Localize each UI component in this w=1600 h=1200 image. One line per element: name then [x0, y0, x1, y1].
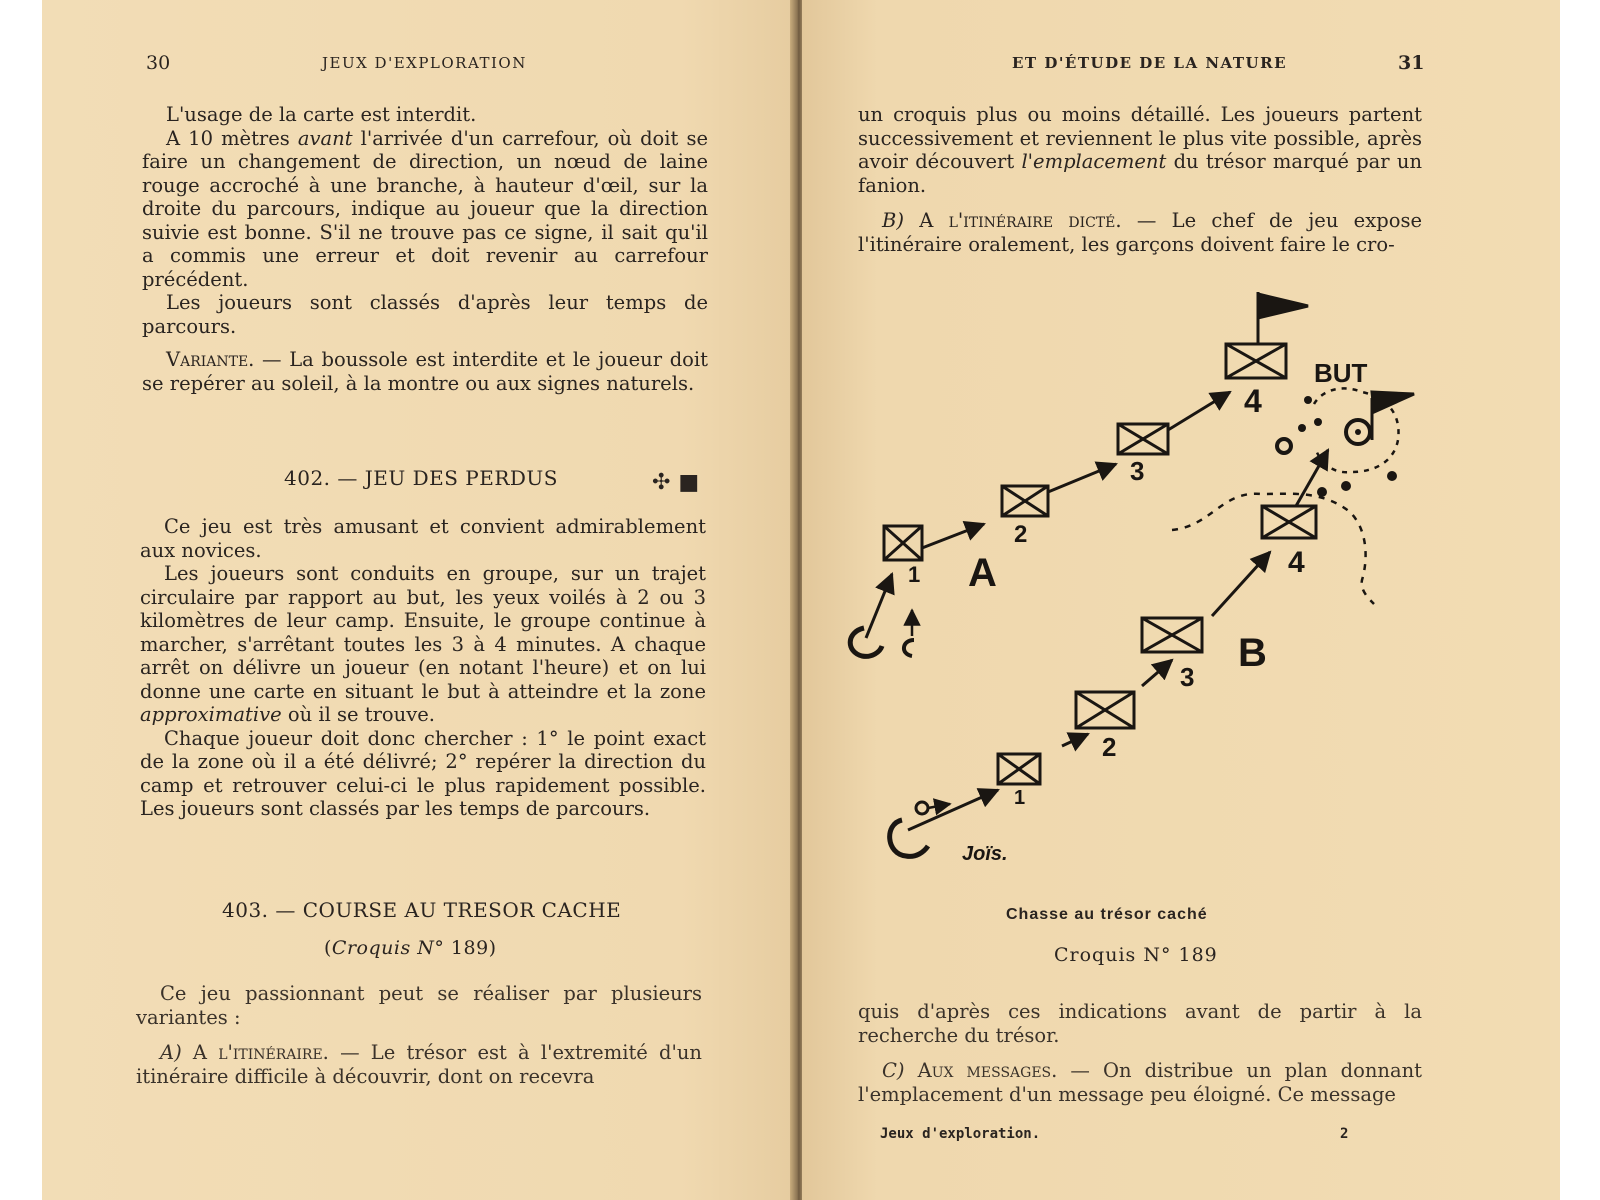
paragraph-variante: Variante. — La boussole est interdite et le joueur doit se repérer au soleil, à la montre ou aux signes naturels.	[142, 348, 708, 395]
label-but: BUT	[1314, 358, 1368, 388]
croquis-reference: (Croquis N° 189)	[324, 937, 497, 959]
route-a-number-3: 3	[1130, 456, 1145, 486]
paragraph-variant-b: B) A l'itinéraire dicté. — Le chef de jeu expose l'itinéraire oralement, les garçons doivent faire le cro-	[858, 209, 1422, 256]
left-text-block-3	[136, 982, 702, 1088]
route-b-checkpoint-4	[1262, 506, 1316, 538]
route-a-checkpoint-2	[1002, 486, 1048, 516]
route-b-checkpoint-2	[1076, 692, 1134, 728]
footer-signature: 2	[1340, 1126, 1349, 1142]
footer-title: Jeux d'exploration.	[880, 1126, 1041, 1142]
paragraph: L'usage de la carte est interdit.	[166, 103, 477, 126]
right-page-number: 31	[1398, 52, 1425, 74]
left-text-block-2	[140, 515, 706, 821]
paragraph: Chaque joueur doit donc chercher : 1° le point exact de la zone où il a été délivré; 2° repérer la direction du camp et retrouver celui-ci le plus rapidement possible. Les joueurs sont classés par les temps de parcours.	[140, 726, 706, 820]
route-b-checkpoint-3	[1142, 618, 1202, 652]
route-a-number-1: 1	[908, 562, 921, 587]
route-b-number-3: 3	[1180, 662, 1195, 692]
paragraph: quis d'après ces indications avant de partir à la recherche du trésor.	[858, 1000, 1422, 1047]
paragraph: un croquis plus ou moins détaillé. Les joueurs partent successivement et reviennent le plus vite possible, après avoir découvert l'emplacement du trésor marqué par un fanion.	[858, 103, 1423, 197]
paragraph-variant-a: A) A l'itinéraire. — Le trésor est à l'extremité d'un itinéraire difficile à découvrir, dont on recevra	[136, 1041, 702, 1088]
paragraph: Les joueurs sont classés d'après leur temps de parcours.	[142, 291, 708, 338]
artist-signature: Joïs.	[962, 843, 1008, 865]
route-b-number-2: 2	[1102, 732, 1117, 762]
right-text-block-1	[858, 103, 1422, 256]
section-403-title: 403. — COURSE AU TRESOR CACHE	[222, 898, 622, 922]
route-a-checkpoint-3	[1118, 424, 1168, 454]
right-text-block-2	[858, 1000, 1422, 1106]
paragraph: Les joueurs sont conduits en groupe, sur un trajet circulaire par rapport au but, les yeux voilés à 2 ou 3 kilomètres de leur camp. Ensuite, le groupe continue à marcher, s'arrêtant toutes les 3 à 4 minutes. A chaque arrêt on délivre un joueur (en notant l'heure) et on lui donne une carte en situant le but à atteindre et la zone approximative où il se trouve.	[140, 562, 706, 726]
label-route-a: A	[968, 551, 997, 595]
paragraph: Ce jeu est très amusant et convient admirablement aux novices.	[140, 515, 706, 562]
left-page-number: 30	[146, 52, 171, 74]
route-a-number-4: 4	[1244, 383, 1262, 419]
paragraph-variant-c: C) Aux messages. — On distribue un plan donnant l'emplacement d'un message peu éloigné. Ce message	[858, 1059, 1422, 1106]
section-402-title: 402. — JEU DES PERDUS	[284, 466, 558, 490]
figure-caption: Chasse au trésor caché	[1006, 906, 1208, 923]
left-running-head: JEUX D'EXPLORATION	[322, 54, 527, 72]
route-b-number-4: 4	[1288, 546, 1305, 579]
figure-number: Croquis N° 189	[1054, 944, 1218, 966]
left-page	[42, 0, 794, 1200]
croquis-189-figure	[802, 280, 1560, 890]
right-page	[802, 0, 1560, 1200]
route-b-checkpoint-1	[998, 754, 1040, 784]
paragraph: A 10 mètres avant l'arrivée d'un carrefour, où doit se faire un changement de direction, un nœud de laine rouge accroché à une branche, à hauteur d'œil, sur la droite du parcours, indique au joueur que la direction suivie est bonne. S'il ne trouve pas ce signe, il sait qu'il a commis une erreur et doit revenir au carrefour précédent.	[142, 126, 708, 291]
route-a-number-2: 2	[1014, 521, 1028, 548]
route-a-checkpoint-4	[1226, 344, 1286, 378]
route-b-number-1: 1	[1014, 787, 1026, 809]
section-402-symbols: ✣ ■	[652, 470, 700, 495]
right-running-head: ET D'ÉTUDE DE LA NATURE	[1012, 54, 1287, 72]
label-route-b: B	[1238, 631, 1267, 675]
route-a-checkpoint-1	[884, 526, 922, 560]
paragraph: Ce jeu passionnant peut se réaliser par plusieurs variantes :	[136, 982, 702, 1029]
left-text-block-1	[142, 103, 708, 395]
